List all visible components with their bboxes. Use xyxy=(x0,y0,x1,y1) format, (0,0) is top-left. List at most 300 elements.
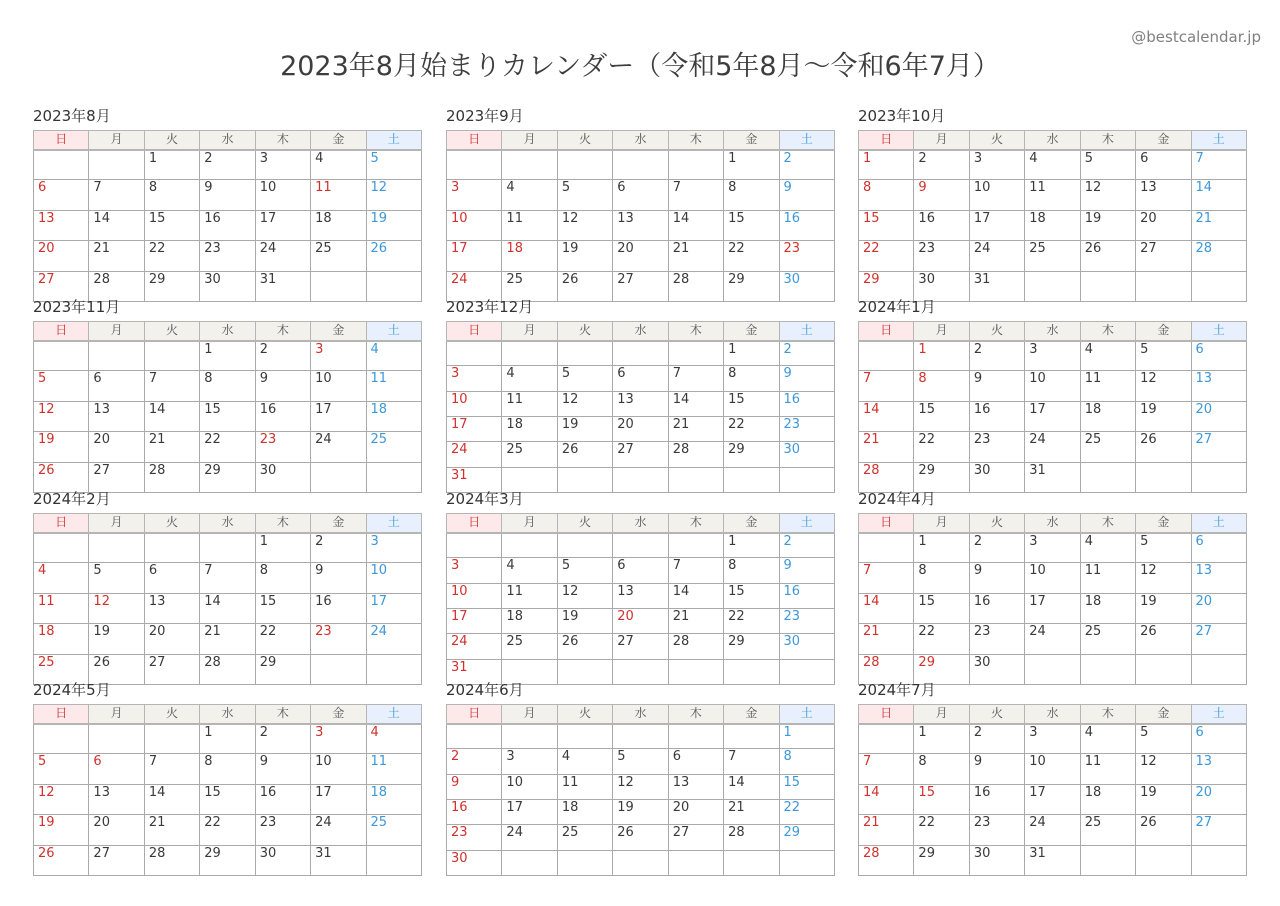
day-cell: 1 xyxy=(144,150,199,180)
day-cell: 12 xyxy=(1136,754,1191,784)
day-cell: 6 xyxy=(613,558,668,583)
empty-day-cell xyxy=(34,150,89,180)
day-cell: 14 xyxy=(668,583,723,608)
weekday-header: 水 xyxy=(1025,322,1080,341)
day-cell: 26 xyxy=(1080,241,1135,271)
empty-day-cell xyxy=(557,533,612,558)
empty-day-cell xyxy=(779,467,834,492)
weekday-header: 水 xyxy=(613,705,668,724)
empty-day-cell xyxy=(859,724,914,754)
day-cell: 4 xyxy=(1025,150,1080,180)
weekday-header: 火 xyxy=(144,514,199,533)
day-cell: 12 xyxy=(557,583,612,608)
day-cell: 1 xyxy=(200,341,255,371)
day-cell: 30 xyxy=(779,442,834,467)
day-cell: 13 xyxy=(89,784,144,814)
weekday-header: 木 xyxy=(668,514,723,533)
day-cell: 22 xyxy=(200,815,255,845)
day-cell: 20 xyxy=(613,416,668,441)
month-table xyxy=(446,321,835,493)
day-cell: 9 xyxy=(969,563,1024,593)
weekday-header: 金 xyxy=(311,131,366,150)
day-cell: 4 xyxy=(502,366,557,391)
day-cell: 19 xyxy=(1136,401,1191,431)
empty-day-cell xyxy=(1191,654,1246,684)
day-cell: 12 xyxy=(557,210,612,240)
empty-day-cell xyxy=(502,341,557,366)
empty-day-cell xyxy=(1025,271,1080,301)
weekday-header: 木 xyxy=(668,131,723,150)
day-cell: 29 xyxy=(724,442,779,467)
weekday-header-row xyxy=(34,131,422,150)
day-cell: 8 xyxy=(724,180,779,210)
day-cell: 27 xyxy=(1191,815,1246,845)
day-cell: 26 xyxy=(613,825,668,850)
day-cell: 27 xyxy=(1191,624,1246,654)
empty-day-cell xyxy=(1080,462,1135,492)
month-title: 2024年3月 xyxy=(446,490,524,508)
day-cell: 3 xyxy=(311,341,366,371)
day-cell: 31 xyxy=(969,271,1024,301)
day-cell: 28 xyxy=(668,442,723,467)
weekday-header: 日 xyxy=(34,131,89,150)
day-cell: 15 xyxy=(724,391,779,416)
weekday-header: 火 xyxy=(969,514,1024,533)
weekday-header: 水 xyxy=(1025,131,1080,150)
day-cell: 5 xyxy=(557,558,612,583)
day-cell: 23 xyxy=(969,815,1024,845)
day-cell: 25 xyxy=(311,241,366,271)
empty-day-cell xyxy=(724,659,779,684)
empty-day-cell xyxy=(34,341,89,371)
day-cell: 7 xyxy=(668,180,723,210)
day-cell: 27 xyxy=(1191,432,1246,462)
empty-day-cell xyxy=(144,533,199,563)
day-cell: 14 xyxy=(144,401,199,431)
day-cell: 28 xyxy=(89,271,144,301)
day-cell: 31 xyxy=(447,659,502,684)
day-cell: 12 xyxy=(89,593,144,623)
week-row xyxy=(34,624,422,654)
day-cell: 15 xyxy=(914,593,969,623)
day-cell: 24 xyxy=(447,442,502,467)
day-cell: 20 xyxy=(1191,593,1246,623)
day-cell: 10 xyxy=(1025,754,1080,784)
weekday-header: 月 xyxy=(89,131,144,150)
week-row xyxy=(34,462,422,492)
week-row xyxy=(447,210,835,240)
day-cell: 1 xyxy=(914,533,969,563)
day-cell: 2 xyxy=(969,533,1024,563)
day-cell: 20 xyxy=(34,241,89,271)
day-cell: 7 xyxy=(144,371,199,401)
weekday-header: 水 xyxy=(200,705,255,724)
weekday-header: 木 xyxy=(1080,322,1135,341)
week-row xyxy=(859,754,1247,784)
weekday-header: 火 xyxy=(144,705,199,724)
empty-day-cell xyxy=(311,271,366,301)
day-cell: 5 xyxy=(89,563,144,593)
day-cell: 6 xyxy=(1191,533,1246,563)
weekday-header: 水 xyxy=(200,322,255,341)
day-cell: 11 xyxy=(502,210,557,240)
day-cell: 20 xyxy=(144,624,199,654)
empty-day-cell xyxy=(1136,462,1191,492)
day-cell: 25 xyxy=(366,815,421,845)
day-cell: 15 xyxy=(200,401,255,431)
day-cell: 15 xyxy=(724,583,779,608)
day-cell: 24 xyxy=(1025,624,1080,654)
empty-day-cell xyxy=(1080,271,1135,301)
day-cell: 4 xyxy=(34,563,89,593)
week-row xyxy=(447,366,835,391)
day-cell: 13 xyxy=(1191,563,1246,593)
month-calendar xyxy=(33,681,422,876)
empty-day-cell xyxy=(1025,654,1080,684)
day-cell: 10 xyxy=(447,583,502,608)
week-row xyxy=(34,341,422,371)
week-row xyxy=(34,754,422,784)
day-cell: 9 xyxy=(311,563,366,593)
day-cell: 31 xyxy=(447,467,502,492)
weekday-header: 月 xyxy=(502,131,557,150)
month-calendar xyxy=(446,107,835,302)
day-cell: 28 xyxy=(200,654,255,684)
day-cell: 14 xyxy=(89,210,144,240)
empty-day-cell xyxy=(1136,845,1191,875)
day-cell: 11 xyxy=(366,371,421,401)
week-row xyxy=(859,563,1247,593)
day-cell: 7 xyxy=(200,563,255,593)
week-row xyxy=(859,341,1247,371)
month-table xyxy=(446,704,835,876)
day-cell: 30 xyxy=(255,462,310,492)
day-cell: 4 xyxy=(502,558,557,583)
day-cell: 30 xyxy=(779,271,834,301)
week-row xyxy=(447,799,835,824)
month-calendar xyxy=(858,490,1247,685)
weekday-header: 水 xyxy=(613,514,668,533)
empty-day-cell xyxy=(447,150,502,180)
day-cell: 20 xyxy=(613,241,668,271)
day-cell: 1 xyxy=(255,533,310,563)
empty-day-cell xyxy=(366,462,421,492)
day-cell: 10 xyxy=(969,180,1024,210)
day-cell: 30 xyxy=(779,634,834,659)
weekday-header: 月 xyxy=(89,322,144,341)
day-cell: 3 xyxy=(366,533,421,563)
day-cell: 14 xyxy=(144,784,199,814)
day-cell: 23 xyxy=(779,416,834,441)
weekday-header: 木 xyxy=(1080,705,1135,724)
day-cell: 8 xyxy=(200,371,255,401)
day-cell: 1 xyxy=(724,150,779,180)
day-cell: 10 xyxy=(366,563,421,593)
day-cell: 13 xyxy=(613,210,668,240)
week-row xyxy=(447,341,835,366)
weekday-header: 金 xyxy=(1136,131,1191,150)
day-cell: 5 xyxy=(34,754,89,784)
month-calendar xyxy=(33,298,422,493)
weekday-header: 月 xyxy=(502,705,557,724)
weekday-header: 土 xyxy=(366,131,421,150)
month-calendar xyxy=(446,681,835,876)
weekday-header: 月 xyxy=(914,131,969,150)
empty-day-cell xyxy=(200,533,255,563)
day-cell: 21 xyxy=(859,815,914,845)
month-title: 2023年11月 xyxy=(33,298,121,316)
day-cell: 9 xyxy=(255,754,310,784)
day-cell: 17 xyxy=(311,784,366,814)
day-cell: 13 xyxy=(34,210,89,240)
day-cell: 9 xyxy=(255,371,310,401)
week-row xyxy=(34,371,422,401)
week-row xyxy=(859,462,1247,492)
empty-day-cell xyxy=(34,724,89,754)
day-cell: 24 xyxy=(502,825,557,850)
day-cell: 18 xyxy=(311,210,366,240)
day-cell: 17 xyxy=(502,799,557,824)
empty-day-cell xyxy=(613,659,668,684)
day-cell: 16 xyxy=(779,210,834,240)
day-cell: 8 xyxy=(724,366,779,391)
day-cell: 15 xyxy=(914,784,969,814)
day-cell: 21 xyxy=(859,624,914,654)
week-row xyxy=(447,749,835,774)
empty-day-cell xyxy=(89,150,144,180)
week-row xyxy=(859,593,1247,623)
empty-day-cell xyxy=(668,150,723,180)
day-cell: 7 xyxy=(1191,150,1246,180)
weekday-header: 木 xyxy=(1080,131,1135,150)
empty-day-cell xyxy=(89,724,144,754)
day-cell: 23 xyxy=(255,432,310,462)
day-cell: 28 xyxy=(1191,241,1246,271)
day-cell: 30 xyxy=(447,850,502,875)
day-cell: 15 xyxy=(255,593,310,623)
week-row xyxy=(447,241,835,271)
weekday-header: 月 xyxy=(502,322,557,341)
day-cell: 23 xyxy=(779,241,834,271)
day-cell: 6 xyxy=(89,754,144,784)
day-cell: 4 xyxy=(1080,533,1135,563)
week-row xyxy=(34,241,422,271)
month-title: 2024年4月 xyxy=(858,490,936,508)
week-row xyxy=(34,784,422,814)
empty-day-cell xyxy=(613,341,668,366)
day-cell: 10 xyxy=(311,754,366,784)
day-cell: 6 xyxy=(613,180,668,210)
day-cell: 5 xyxy=(557,366,612,391)
day-cell: 18 xyxy=(1080,593,1135,623)
week-row xyxy=(447,180,835,210)
day-cell: 17 xyxy=(447,416,502,441)
month-table xyxy=(858,704,1247,876)
day-cell: 24 xyxy=(366,624,421,654)
empty-day-cell xyxy=(668,659,723,684)
day-cell: 29 xyxy=(914,462,969,492)
day-cell: 21 xyxy=(144,432,199,462)
day-cell: 9 xyxy=(969,754,1024,784)
week-row xyxy=(447,442,835,467)
empty-day-cell xyxy=(859,533,914,563)
day-cell: 13 xyxy=(613,583,668,608)
empty-day-cell xyxy=(502,533,557,558)
day-cell: 24 xyxy=(447,634,502,659)
week-row xyxy=(34,593,422,623)
day-cell: 29 xyxy=(144,271,199,301)
day-cell: 17 xyxy=(1025,784,1080,814)
day-cell: 3 xyxy=(502,749,557,774)
week-row xyxy=(34,150,422,180)
day-cell: 18 xyxy=(557,799,612,824)
empty-day-cell xyxy=(1191,462,1246,492)
day-cell: 7 xyxy=(724,749,779,774)
month-table xyxy=(858,321,1247,493)
weekday-header: 日 xyxy=(859,131,914,150)
day-cell: 31 xyxy=(1025,462,1080,492)
day-cell: 20 xyxy=(89,432,144,462)
day-cell: 21 xyxy=(144,815,199,845)
day-cell: 17 xyxy=(311,401,366,431)
day-cell: 22 xyxy=(200,432,255,462)
day-cell: 19 xyxy=(34,815,89,845)
week-row xyxy=(859,432,1247,462)
weekday-header: 日 xyxy=(447,322,502,341)
day-cell: 6 xyxy=(34,180,89,210)
week-row xyxy=(34,401,422,431)
day-cell: 16 xyxy=(255,401,310,431)
day-cell: 2 xyxy=(447,749,502,774)
day-cell: 19 xyxy=(557,416,612,441)
day-cell: 22 xyxy=(914,815,969,845)
empty-day-cell xyxy=(557,467,612,492)
day-cell: 18 xyxy=(366,784,421,814)
weekday-header: 木 xyxy=(255,322,310,341)
day-cell: 7 xyxy=(668,366,723,391)
day-cell: 22 xyxy=(914,432,969,462)
weekday-header: 火 xyxy=(969,322,1024,341)
week-row xyxy=(859,724,1247,754)
weekday-header: 日 xyxy=(447,705,502,724)
weekday-header-row xyxy=(859,514,1247,533)
month-title: 2023年9月 xyxy=(446,107,524,125)
weekday-header: 金 xyxy=(724,514,779,533)
month-table xyxy=(33,130,422,302)
day-cell: 15 xyxy=(144,210,199,240)
empty-day-cell xyxy=(144,724,199,754)
weekday-header: 金 xyxy=(311,514,366,533)
day-cell: 23 xyxy=(969,624,1024,654)
weekday-header: 土 xyxy=(779,131,834,150)
empty-day-cell xyxy=(668,341,723,366)
day-cell: 5 xyxy=(1136,533,1191,563)
day-cell: 30 xyxy=(969,654,1024,684)
day-cell: 28 xyxy=(668,634,723,659)
day-cell: 17 xyxy=(969,210,1024,240)
day-cell: 30 xyxy=(200,271,255,301)
day-cell: 16 xyxy=(311,593,366,623)
day-cell: 25 xyxy=(1080,815,1135,845)
week-row xyxy=(859,533,1247,563)
week-row xyxy=(447,774,835,799)
empty-day-cell xyxy=(613,467,668,492)
empty-day-cell xyxy=(447,533,502,558)
day-cell: 11 xyxy=(1080,371,1135,401)
weekday-header-row xyxy=(34,514,422,533)
day-cell: 22 xyxy=(724,416,779,441)
day-cell: 13 xyxy=(668,774,723,799)
day-cell: 24 xyxy=(255,241,310,271)
month-calendar xyxy=(33,107,422,302)
day-cell: 25 xyxy=(557,825,612,850)
day-cell: 26 xyxy=(366,241,421,271)
empty-day-cell xyxy=(1136,271,1191,301)
day-cell: 3 xyxy=(1025,724,1080,754)
day-cell: 28 xyxy=(859,654,914,684)
day-cell: 14 xyxy=(668,210,723,240)
day-cell: 31 xyxy=(255,271,310,301)
day-cell: 24 xyxy=(969,241,1024,271)
empty-day-cell xyxy=(502,850,557,875)
day-cell: 30 xyxy=(969,462,1024,492)
day-cell: 23 xyxy=(255,815,310,845)
month-calendar xyxy=(858,681,1247,876)
week-row xyxy=(859,815,1247,845)
day-cell: 8 xyxy=(859,180,914,210)
day-cell: 27 xyxy=(144,654,199,684)
month-title: 2024年6月 xyxy=(446,681,524,699)
day-cell: 28 xyxy=(144,845,199,875)
week-row xyxy=(447,608,835,633)
day-cell: 13 xyxy=(144,593,199,623)
day-cell: 29 xyxy=(914,845,969,875)
weekday-header: 火 xyxy=(969,131,1024,150)
weekday-header: 月 xyxy=(89,514,144,533)
day-cell: 1 xyxy=(859,150,914,180)
weekday-header: 水 xyxy=(200,514,255,533)
week-row xyxy=(859,401,1247,431)
day-cell: 4 xyxy=(502,180,557,210)
day-cell: 11 xyxy=(1025,180,1080,210)
day-cell: 26 xyxy=(557,271,612,301)
week-row xyxy=(859,150,1247,180)
empty-day-cell xyxy=(1080,845,1135,875)
day-cell: 24 xyxy=(311,815,366,845)
day-cell: 3 xyxy=(447,366,502,391)
day-cell: 18 xyxy=(34,624,89,654)
weekday-header: 土 xyxy=(1191,131,1246,150)
day-cell: 18 xyxy=(1080,401,1135,431)
day-cell: 25 xyxy=(366,432,421,462)
day-cell: 27 xyxy=(89,845,144,875)
weekday-header: 火 xyxy=(557,131,612,150)
day-cell: 14 xyxy=(859,401,914,431)
day-cell: 19 xyxy=(366,210,421,240)
month-table xyxy=(446,130,835,302)
day-cell: 6 xyxy=(1136,150,1191,180)
day-cell: 8 xyxy=(255,563,310,593)
day-cell: 1 xyxy=(914,724,969,754)
day-cell: 6 xyxy=(144,563,199,593)
week-row xyxy=(447,558,835,583)
day-cell: 4 xyxy=(557,749,612,774)
day-cell: 25 xyxy=(502,442,557,467)
day-cell: 16 xyxy=(914,210,969,240)
day-cell: 11 xyxy=(557,774,612,799)
day-cell: 11 xyxy=(366,754,421,784)
day-cell: 21 xyxy=(1191,210,1246,240)
